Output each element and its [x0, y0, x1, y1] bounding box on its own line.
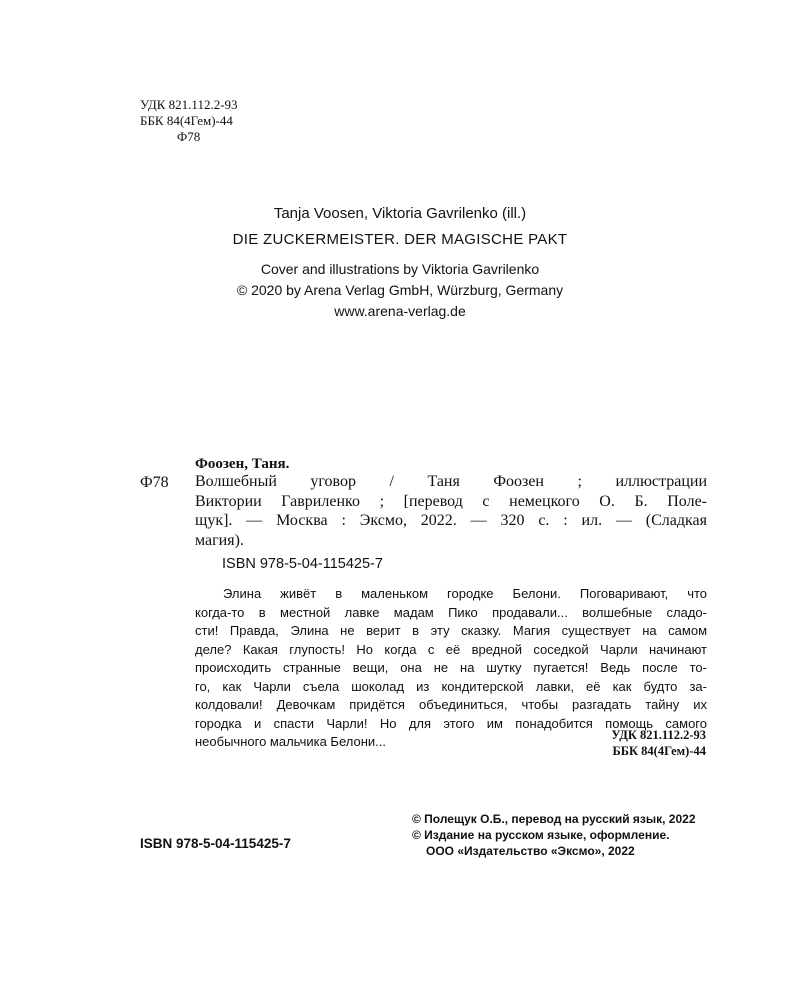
copyright-line: © Издание на русском языке, оформление. — [412, 828, 670, 842]
entry-line: Виктории Гавриленко ; [перевод с немецкого О. Б. Поле- — [195, 492, 707, 510]
annotation-udk: УДК 821.112.2-93 — [611, 728, 706, 742]
annotation-line: когда-то в местной лавке мадам Пико продавали... волшебные сладо- — [195, 604, 707, 620]
cover-credit: Cover and illustrations by Viktoria Gavrilenko — [260, 261, 540, 277]
annotation-line: происходить странные вещи, она не на шутку пугается! Ведь после то- — [195, 660, 707, 675]
entry-line: Волшебный уговор / Таня Фоозен ; иллюстрации — [195, 473, 707, 490]
catalog-entry-code: Ф78 — [140, 474, 169, 491]
classification-block — [140, 97, 238, 145]
entry-line: магия). — [195, 531, 244, 549]
copyright-line: ООО «Издательство «Эксмо», 2022 — [426, 844, 635, 858]
bbk-code: ББК 84(4Гем)-44 — [140, 113, 233, 128]
annotation-line: городка и спасти Чарли! Но для этого им понадобится помощь самого — [195, 715, 707, 731]
footer-isbn: ISBN 978-5-04-115425-7 — [140, 836, 291, 851]
entry-isbn: ISBN 978-5-04-115425-7 — [222, 556, 383, 572]
catalog-entry-author: Фоозен, Таня. — [195, 456, 290, 472]
annotation-line: деле? Какая глупость! Но когда с её вредной соседкой Чарли начинают — [195, 641, 707, 657]
udk-code: УДК 821.112.2-93 — [140, 97, 238, 112]
annotation-line: сти! Правда, Элина не верит в эту сказку. Магия существует на самом — [195, 623, 707, 638]
catalog-entry-description — [195, 472, 707, 550]
original-title: DIE ZUCKERMEISTER. DER MAGISCHE PAKT — [232, 231, 568, 248]
copyright-line: © Полещук О.Б., перевод на русский язык, 2022 — [412, 812, 696, 826]
entry-line: щук]. — Москва : Эксмо, 2022. — 320 с. : ил. — (Сладкая — [195, 512, 707, 529]
annotation-bbk: ББК 84(4Гем)-44 — [612, 744, 706, 758]
annotation-line: Элина живёт в маленьком городке Белони. Поговаривают, что — [223, 586, 707, 601]
annotation-line: необычного мальчика Белони... — [195, 734, 386, 749]
annotation-line: го, как Чарли съела шоколад из кондитерской лавки, её как будто за- — [195, 678, 707, 694]
author-mark: Ф78 — [177, 129, 201, 144]
original-copyright: © 2020 by Arena Verlag GmbH, Würzburg, Germany — [236, 282, 564, 298]
russian-copyright — [412, 811, 696, 859]
annotation-classification — [560, 727, 706, 759]
original-authors: Tanja Voosen, Viktoria Gavrilenko (ill.) — [273, 205, 527, 222]
publisher-website: www.arena-verlag.de — [334, 303, 466, 319]
annotation-line: колдовали! Девочкам придётся объединиться, чтобы разгадать тайну их — [195, 697, 707, 712]
